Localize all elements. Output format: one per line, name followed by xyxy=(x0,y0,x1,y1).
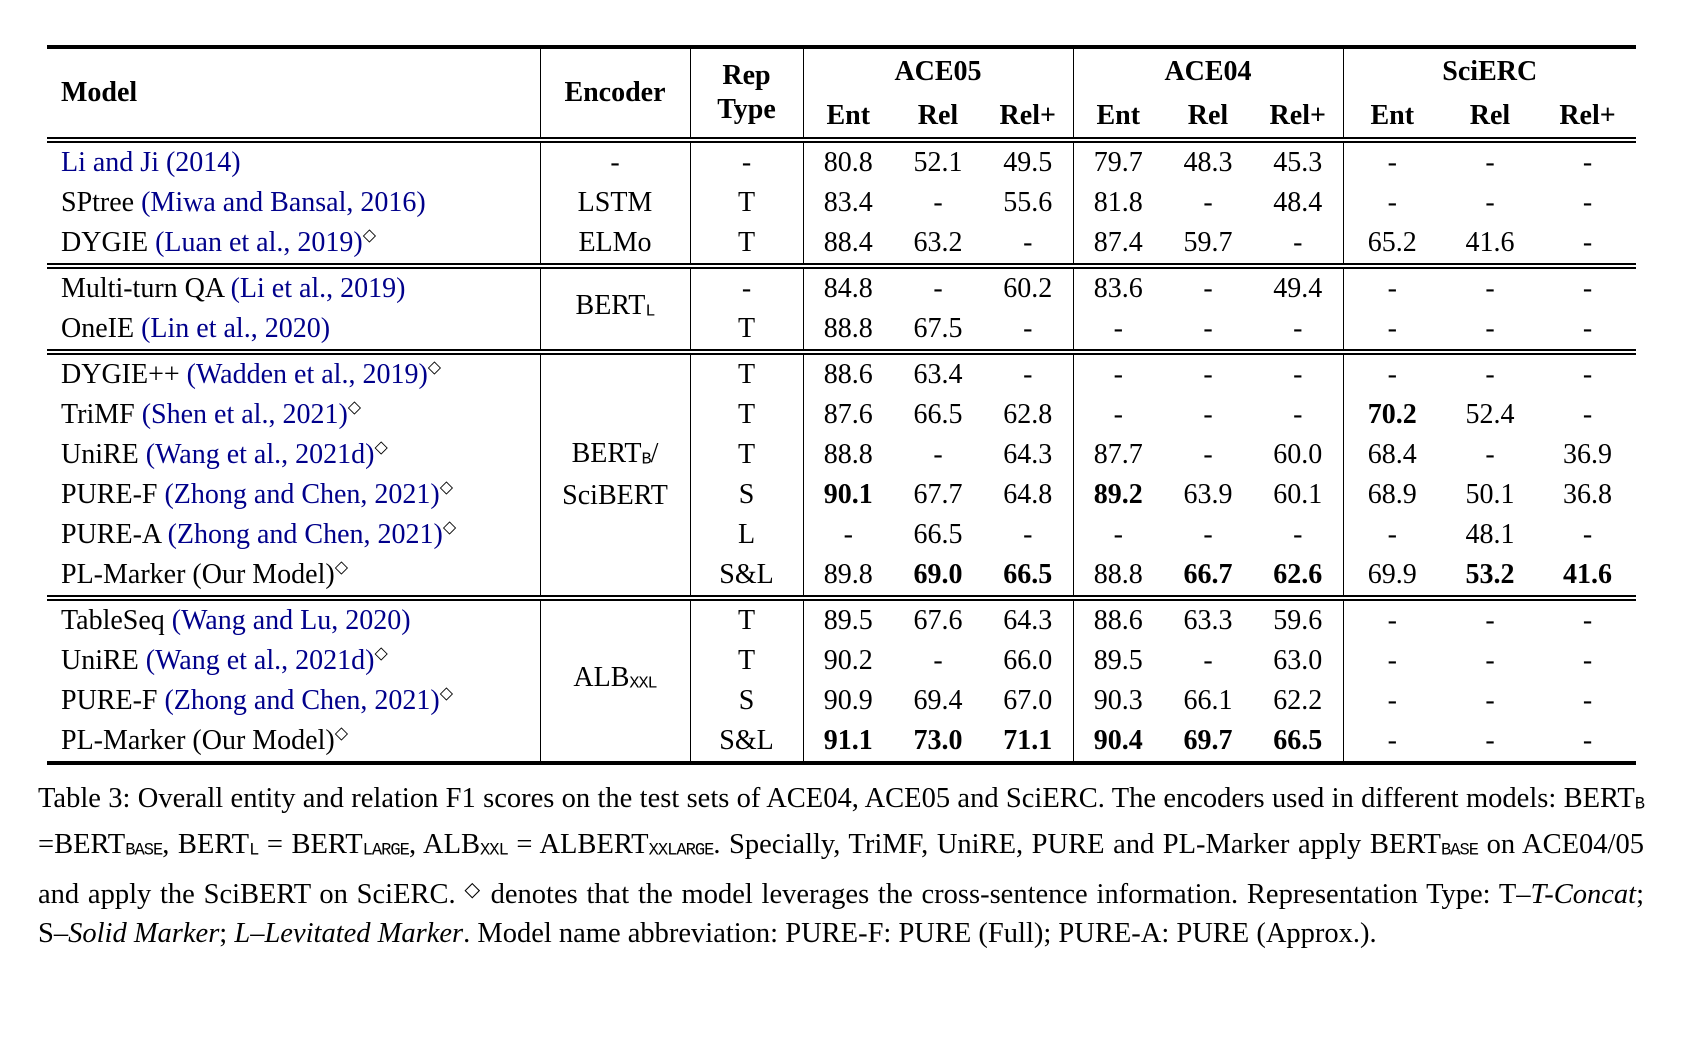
italic-text: Solid Marker xyxy=(68,917,220,949)
rep-type-cell: T xyxy=(690,435,803,475)
model-name: DYGIE xyxy=(61,227,156,258)
text-run: ALB xyxy=(573,661,630,693)
model-name: PURE-A xyxy=(61,519,168,550)
score-cell: 88.6 xyxy=(1093,605,1143,636)
score-cell: 87.7 xyxy=(1093,439,1143,470)
metric-header-rel: Rel xyxy=(1187,100,1229,131)
model-cell xyxy=(47,475,540,515)
encoder-label xyxy=(541,478,690,514)
score-cell: - xyxy=(1485,645,1495,676)
text-run: = BERT xyxy=(258,828,363,860)
score-cell: - xyxy=(1203,519,1213,550)
score-cell: 66.1 xyxy=(1183,685,1233,716)
score-cell: - xyxy=(1485,359,1495,390)
score-cell: - xyxy=(1485,685,1495,716)
text-run: denotes that the model leverages the cross-sentence information. Representation Type: T– xyxy=(481,879,1531,911)
model-cell xyxy=(47,352,540,395)
rep-type-cell: T xyxy=(690,183,803,223)
score-cell: - xyxy=(1113,519,1123,550)
score-cell: - xyxy=(1253,223,1343,266)
metric-header-relplus: Rel+ xyxy=(1559,100,1616,131)
col-header-rep-type xyxy=(690,47,803,140)
model-cell xyxy=(47,266,540,309)
score-cell: - xyxy=(1387,605,1397,636)
score-cell: - xyxy=(1485,725,1495,756)
text-run: =BERT xyxy=(38,828,126,860)
score-cell: 83.6 xyxy=(1093,273,1143,304)
score-cell: 69.4 xyxy=(913,685,963,716)
model-name: PURE-F xyxy=(61,685,165,716)
score-cell: - xyxy=(1253,352,1343,395)
score-cell: 88.8 xyxy=(823,439,873,470)
score-cell: - xyxy=(1387,187,1397,218)
cross-sentence-diamond-icon: ◇ xyxy=(439,477,454,497)
score-cell: 64.3 xyxy=(983,598,1073,641)
score-cell: 90.4 xyxy=(1093,725,1143,756)
score-cell: - xyxy=(1485,147,1495,178)
score-cell: - xyxy=(1387,645,1397,676)
table-row xyxy=(47,555,1636,598)
metric-header-ent: Ent xyxy=(1370,100,1415,131)
score-cell: 88.6 xyxy=(823,359,873,390)
italic-text: L xyxy=(234,917,251,949)
score-cell: - xyxy=(983,352,1073,395)
encoder-cell xyxy=(540,223,690,266)
rep-type-cell: T xyxy=(690,598,803,641)
rep-type-cell: - xyxy=(690,266,803,309)
model-name: UniRE xyxy=(61,439,146,470)
encoder-label xyxy=(541,660,690,703)
citation-link[interactable]: (Wang et al., 2021d) xyxy=(145,645,375,676)
score-cell: - xyxy=(1582,313,1593,344)
cross-sentence-diamond-icon: ◇ xyxy=(334,723,349,743)
score-cell: 90.3 xyxy=(1093,685,1143,716)
citation-link[interactable]: (Wang and Lu, 2020) xyxy=(171,605,411,636)
citation-link[interactable]: (Lin et al., 2020) xyxy=(141,313,331,344)
subscript-text: XXL xyxy=(480,841,508,861)
model-cell xyxy=(47,681,540,721)
rep-type-cell: S xyxy=(690,681,803,721)
encoder-cell xyxy=(540,266,690,352)
cross-sentence-diamond-icon: ◇ xyxy=(374,437,388,457)
citation-link[interactable]: (Wadden et al., 2019) xyxy=(186,359,428,390)
citation-link[interactable]: (Luan et al., 2019) xyxy=(155,227,363,258)
cross-sentence-diamond-icon: ◇ xyxy=(374,643,388,663)
model-name: PL-Marker (Our Model) xyxy=(61,559,335,590)
rep-type-cell: S xyxy=(690,475,803,515)
text-run: = ALBERT xyxy=(507,828,649,860)
subscript-text: XXLARGE xyxy=(648,841,714,861)
subscript-text: L xyxy=(645,302,655,322)
score-cell: - xyxy=(1387,147,1397,178)
score-cell: - xyxy=(1582,725,1593,756)
metric-header-relplus: Rel+ xyxy=(1253,95,1343,140)
encoder-cell xyxy=(540,183,690,223)
score-cell: - xyxy=(1485,439,1495,470)
score-cell: 52.1 xyxy=(913,147,963,178)
score-cell: 48.1 xyxy=(1465,519,1515,550)
table-row xyxy=(47,395,1636,435)
encoder-label xyxy=(541,436,690,479)
subscript-text: LARGE xyxy=(362,841,409,861)
score-cell: - xyxy=(1582,645,1593,676)
score-cell: - xyxy=(1203,313,1213,344)
score-cell: - xyxy=(933,439,943,470)
table-row xyxy=(47,475,1636,515)
model-cell xyxy=(47,435,540,475)
score-cell: 48.4 xyxy=(1253,183,1343,223)
score-cell: - xyxy=(1582,187,1593,218)
score-cell: - xyxy=(1113,399,1123,430)
col-header-model: Model xyxy=(47,47,540,140)
score-cell: 48.3 xyxy=(1183,147,1233,178)
metric-header-rel: Rel xyxy=(1469,100,1511,131)
score-cell: 69.7 xyxy=(1183,725,1233,756)
score-cell: - xyxy=(1113,359,1123,390)
score-cell: 90.1 xyxy=(823,479,873,510)
model-cell xyxy=(47,140,540,183)
encoder-cell xyxy=(540,352,690,598)
table-row xyxy=(47,515,1636,555)
score-cell: 89.5 xyxy=(1093,645,1143,676)
subscript-text: XXL xyxy=(629,674,657,694)
score-cell: 88.4 xyxy=(823,227,873,258)
score-cell: 67.7 xyxy=(913,479,963,510)
model-name: TableSeq xyxy=(61,605,172,636)
score-cell: 83.4 xyxy=(823,187,873,218)
table-row xyxy=(47,352,1636,395)
score-cell: - xyxy=(1387,725,1397,756)
score-cell: 80.8 xyxy=(823,147,873,178)
score-cell: 60.1 xyxy=(1253,475,1343,515)
score-cell: 67.6 xyxy=(913,605,963,636)
score-cell: 63.3 xyxy=(1183,605,1233,636)
score-cell: 71.1 xyxy=(983,721,1073,763)
score-cell: - xyxy=(933,273,943,304)
score-cell: - xyxy=(1387,359,1397,390)
encoder-cell xyxy=(540,598,690,763)
subscript-text: BASE xyxy=(125,841,163,861)
score-cell: 60.2 xyxy=(983,266,1073,309)
score-cell: - xyxy=(1253,309,1343,352)
score-cell: 88.8 xyxy=(1093,559,1143,590)
score-cell: 60.0 xyxy=(1253,435,1343,475)
score-cell: 62.6 xyxy=(1253,555,1343,598)
table-header xyxy=(47,47,1636,140)
subscript-text: B xyxy=(641,450,651,470)
score-cell: 64.8 xyxy=(983,475,1073,515)
metric-header-ent: Ent xyxy=(1096,100,1141,131)
score-cell: - xyxy=(1203,399,1213,430)
score-cell: - xyxy=(1113,313,1123,344)
score-cell: 66.5 xyxy=(913,519,963,550)
citation-link[interactable]: (Zhong and Chen, 2021) xyxy=(164,479,440,510)
cross-sentence-diamond-icon: ◇ xyxy=(362,225,377,245)
score-cell: 64.3 xyxy=(983,435,1073,475)
score-cell: 69.0 xyxy=(913,559,963,590)
citation-link[interactable]: Li and Ji (2014) xyxy=(61,147,241,178)
cross-sentence-diamond-icon: ◇ xyxy=(334,557,349,577)
score-cell: 59.6 xyxy=(1253,598,1343,641)
results-table xyxy=(47,45,1636,765)
table-row xyxy=(47,223,1636,266)
score-cell: 41.6 xyxy=(1465,227,1515,258)
score-cell: 91.1 xyxy=(823,725,873,756)
score-cell: - xyxy=(1582,359,1593,390)
cross-sentence-diamond-icon: ◇ xyxy=(442,517,457,537)
score-cell: - xyxy=(1387,519,1397,550)
model-name: PL-Marker (Our Model) xyxy=(61,725,335,756)
metric-header-relplus: Rel+ xyxy=(983,95,1073,140)
rep-type-cell: T xyxy=(690,309,803,352)
text-run: . Model name abbreviation: PURE-F: PURE (Full); PURE-A: PURE (Approx.). xyxy=(463,917,1377,949)
citation-link[interactable]: (Wang et al., 2021d) xyxy=(145,439,375,470)
score-cell: - xyxy=(1582,685,1593,716)
dataset-header-scierc: SciERC xyxy=(1442,56,1538,87)
metric-header-ent: Ent xyxy=(826,100,871,131)
table-row xyxy=(47,598,1636,641)
score-cell: - xyxy=(933,645,943,676)
model-cell xyxy=(47,721,540,763)
table-caption xyxy=(38,780,1644,954)
model-name: DYGIE++ xyxy=(61,359,187,390)
table-row xyxy=(47,681,1636,721)
score-cell: - xyxy=(1203,187,1213,218)
rep-type-cell: S&L xyxy=(690,555,803,598)
score-cell: 69.9 xyxy=(1367,559,1417,590)
model-name: PURE-F xyxy=(61,479,165,510)
score-cell: 79.7 xyxy=(1093,147,1143,178)
score-cell: 90.9 xyxy=(823,685,873,716)
rep-type-line2: Type xyxy=(717,94,776,125)
score-cell: - xyxy=(983,515,1073,555)
score-cell: 63.4 xyxy=(913,359,963,390)
score-cell: 67.5 xyxy=(913,313,963,344)
header-row-groups xyxy=(47,47,1636,95)
rep-type-cell: T xyxy=(690,395,803,435)
text-run: Table 3: Overall entity and relation F1 scores on the test sets of ACE04, ACE05 and SciERC. The encoders used in different models: BERT xyxy=(38,783,1635,814)
score-cell: - xyxy=(1582,399,1593,430)
italic-text: Levitated Marker xyxy=(264,917,464,949)
italic-text: T-Concat xyxy=(1530,879,1637,911)
metric-header-rel: Rel xyxy=(917,100,959,131)
text-run: ELMo xyxy=(578,227,652,258)
text-run: ; xyxy=(219,917,235,949)
model-cell xyxy=(47,395,540,435)
score-cell: 50.1 xyxy=(1465,479,1515,510)
score-cell: - xyxy=(1387,313,1397,344)
score-cell: 49.5 xyxy=(983,140,1073,183)
model-cell xyxy=(47,641,540,681)
score-cell: 63.2 xyxy=(913,227,963,258)
score-cell: - xyxy=(1485,187,1495,218)
score-cell: - xyxy=(1253,515,1343,555)
score-cell: - xyxy=(1203,439,1213,470)
model-name: TriMF xyxy=(61,399,142,430)
score-cell: - xyxy=(1387,273,1397,304)
score-cell: 89.5 xyxy=(823,605,873,636)
score-cell: - xyxy=(983,309,1073,352)
score-cell: 89.2 xyxy=(1093,479,1143,510)
score-cell: 36.8 xyxy=(1563,479,1612,510)
score-cell: 62.8 xyxy=(983,395,1073,435)
model-cell xyxy=(47,183,540,223)
text-run: , ALB xyxy=(408,828,481,860)
score-cell: 41.6 xyxy=(1563,559,1612,590)
col-header-encoder: Encoder xyxy=(540,47,690,140)
score-cell: - xyxy=(843,519,853,550)
text-run: LSTM xyxy=(577,187,653,218)
score-cell: 52.4 xyxy=(1465,399,1515,430)
text-run: BERT xyxy=(575,289,646,321)
score-cell: 68.4 xyxy=(1367,439,1417,470)
table-row xyxy=(47,641,1636,681)
rep-type-line1: Rep xyxy=(722,60,771,91)
citation-link[interactable]: (Zhong and Chen, 2021) xyxy=(164,685,440,716)
dataset-header-ace05: ACE05 xyxy=(803,47,1073,95)
score-cell: - xyxy=(1387,685,1397,716)
score-cell: 66.5 xyxy=(1253,721,1343,763)
score-cell: - xyxy=(1485,605,1495,636)
score-cell: - xyxy=(1582,605,1593,636)
score-cell: - xyxy=(1203,273,1213,304)
text-run: ; S– xyxy=(38,879,1644,949)
score-cell: - xyxy=(1582,147,1593,178)
score-cell: 65.2 xyxy=(1367,227,1417,258)
subscript-text: BASE xyxy=(1440,841,1479,861)
score-cell: - xyxy=(933,187,943,218)
model-name: OneIE xyxy=(61,313,142,344)
cross-sentence-diamond-icon: ◇ xyxy=(347,397,362,417)
model-name: Multi-turn QA xyxy=(61,273,231,304)
table-row xyxy=(47,183,1636,223)
cross-sentence-diamond-icon: ◇ xyxy=(439,683,454,703)
rep-type-cell: - xyxy=(690,140,803,183)
score-cell: 70.2 xyxy=(1367,399,1417,430)
score-cell: 66.5 xyxy=(913,399,963,430)
score-cell: - xyxy=(1582,519,1593,550)
score-cell: 49.4 xyxy=(1253,266,1343,309)
score-cell: 59.7 xyxy=(1183,227,1233,258)
score-cell: - xyxy=(1485,273,1495,304)
subscript-text: L xyxy=(249,841,259,861)
score-cell: 88.8 xyxy=(823,313,873,344)
score-cell: 36.9 xyxy=(1563,439,1612,470)
model-cell xyxy=(47,309,540,352)
dataset-header-ace04: ACE04 xyxy=(1073,47,1343,95)
rep-type-cell: L xyxy=(690,515,803,555)
model-name: SPtree xyxy=(61,187,142,218)
text-run: BERT xyxy=(571,437,642,469)
citation-link[interactable]: (Shen et al., 2021) xyxy=(141,399,348,430)
citation-link[interactable]: (Li et al., 2019) xyxy=(230,273,406,304)
table-row xyxy=(47,721,1636,763)
table-row xyxy=(47,140,1636,183)
text-run: - xyxy=(610,147,620,178)
score-cell: 53.2 xyxy=(1465,559,1515,590)
score-cell: 81.8 xyxy=(1093,187,1143,218)
score-cell: 63.0 xyxy=(1253,641,1343,681)
text-run: on ACE04/05 and apply the SciBERT on SciERC. xyxy=(38,828,1644,911)
score-cell: 84.8 xyxy=(823,273,873,304)
rep-type-cell: S&L xyxy=(690,721,803,763)
score-cell: - xyxy=(1582,273,1593,304)
table-row xyxy=(47,435,1636,475)
rep-type-cell: T xyxy=(690,641,803,681)
score-cell: 66.5 xyxy=(983,555,1073,598)
score-cell: - xyxy=(1203,359,1213,390)
citation-link[interactable]: (Miwa and Bansal, 2016) xyxy=(141,187,426,218)
cross-sentence-diamond-icon: ◇ xyxy=(427,357,442,377)
subscript-text: B xyxy=(1634,795,1644,815)
model-cell xyxy=(47,555,540,598)
score-cell: - xyxy=(1203,645,1213,676)
score-cell: - xyxy=(1253,395,1343,435)
diamond-icon: ◇ xyxy=(464,879,482,901)
score-cell: - xyxy=(1582,227,1593,258)
model-cell xyxy=(47,515,540,555)
score-cell: 55.6 xyxy=(983,183,1073,223)
rep-type-cell: T xyxy=(690,352,803,395)
text-run: . Specially, TriMF, UniRE, PURE and PL-Marker apply BERT xyxy=(713,828,1441,860)
encoder-label xyxy=(541,288,690,331)
table-row xyxy=(47,309,1636,352)
table-body xyxy=(47,140,1636,763)
score-cell: 90.2 xyxy=(823,645,873,676)
score-cell: 68.9 xyxy=(1367,479,1417,510)
model-cell xyxy=(47,223,540,266)
score-cell: - xyxy=(1485,313,1495,344)
score-cell: 87.6 xyxy=(823,399,873,430)
score-cell: 87.4 xyxy=(1093,227,1143,258)
score-cell: 62.2 xyxy=(1253,681,1343,721)
rep-type-cell: T xyxy=(690,223,803,266)
score-cell: 45.3 xyxy=(1253,140,1343,183)
score-cell: 73.0 xyxy=(913,725,963,756)
text-run: – xyxy=(250,917,265,949)
score-cell: - xyxy=(983,223,1073,266)
score-cell: 66.0 xyxy=(983,641,1073,681)
text-run: SciBERT xyxy=(562,480,668,512)
table-row xyxy=(47,266,1636,309)
model-name: UniRE xyxy=(61,645,146,676)
citation-link[interactable]: (Zhong and Chen, 2021) xyxy=(167,519,443,550)
score-cell: 89.8 xyxy=(823,559,873,590)
encoder-cell xyxy=(540,140,690,183)
text-run: , BERT xyxy=(162,828,250,860)
text-run: / xyxy=(650,437,659,469)
model-cell xyxy=(47,598,540,641)
score-cell: 67.0 xyxy=(983,681,1073,721)
score-cell: 63.9 xyxy=(1183,479,1233,510)
score-cell: 66.7 xyxy=(1183,559,1233,590)
